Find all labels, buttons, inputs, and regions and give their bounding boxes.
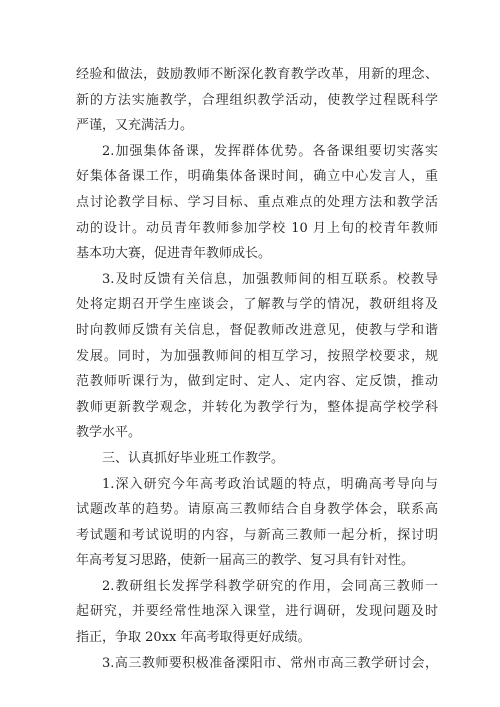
text-line: 基本功大赛，促进青年教师成长。 (76, 246, 272, 262)
text-line: 教学水平。 (76, 425, 142, 441)
text-line: 教师更新教学观念，并转化为教学行为，整体提高学校学科 (76, 399, 438, 415)
text-line: 发展。同时，为加强教师间的相互学习，按照学校要求，规 (76, 348, 438, 364)
text-line: 2.加强集体备课，发挥群体优势。各备课组要切实落实 (102, 143, 438, 159)
text-line: 新的方法实施教学，合理组织教学活动，使教学过程既科学 (76, 92, 438, 108)
text-line: 范教师听课行为，做到定时、定人、定内容、定反馈，推动 (76, 374, 438, 390)
text-line: 3.高三教师要积极准备溧阳市、常州市高三教学研讨会， (102, 655, 438, 671)
text-line: 处将定期召开学生座谈会，了解教与学的情况，教研组将及 (76, 297, 438, 313)
text-line: 1.深入研究今年高考政治试题的特点，明确高考导向与 (102, 476, 438, 492)
text-line: 考试题和考试说明的内容，与新高三教师一起分析，探讨明 (76, 527, 438, 543)
text-line: 3.及时反馈有关信息，加强教师间的相互联系。校教导 (102, 271, 438, 287)
text-line: 起研究，并要经常性地深入课堂，进行调研，发现问题及时 (76, 604, 438, 620)
text-line: 指正，争取 20xx 年高考取得更好成绩。 (76, 630, 311, 646)
text-line: 点讨论教学目标、学习目标、重点难点的处理方法和教学活 (76, 194, 438, 210)
text-line: 动的设计。动员青年教师参加学校 10 月上旬的校青年教师 (76, 220, 438, 236)
text-line: 三、认真抓好毕业班工作教学。 (102, 450, 285, 466)
document-page (76, 62, 438, 676)
text-line: 好集体备课工作，明确集体备课时间，确立中心发言人，重 (76, 169, 438, 185)
text-line: 试题改革的趋势。请原高三教师结合自身教学体会，联系高 (76, 502, 438, 518)
text-line: 2.教研组长发挥学科教学研究的作用，会同高三教师一 (102, 578, 438, 594)
text-line: 严谨，又充满活力。 (76, 118, 194, 134)
text-line: 经验和做法，鼓励教师不断深化教育教学改革，用新的理念、 (76, 67, 438, 82)
text-line: 年高考复习思路，使新一届高三的教学、复习具有针对性。 (76, 553, 415, 569)
text-line: 时向教师反馈有关信息，督促教师改进意见，使教与学和谐 (76, 322, 438, 338)
